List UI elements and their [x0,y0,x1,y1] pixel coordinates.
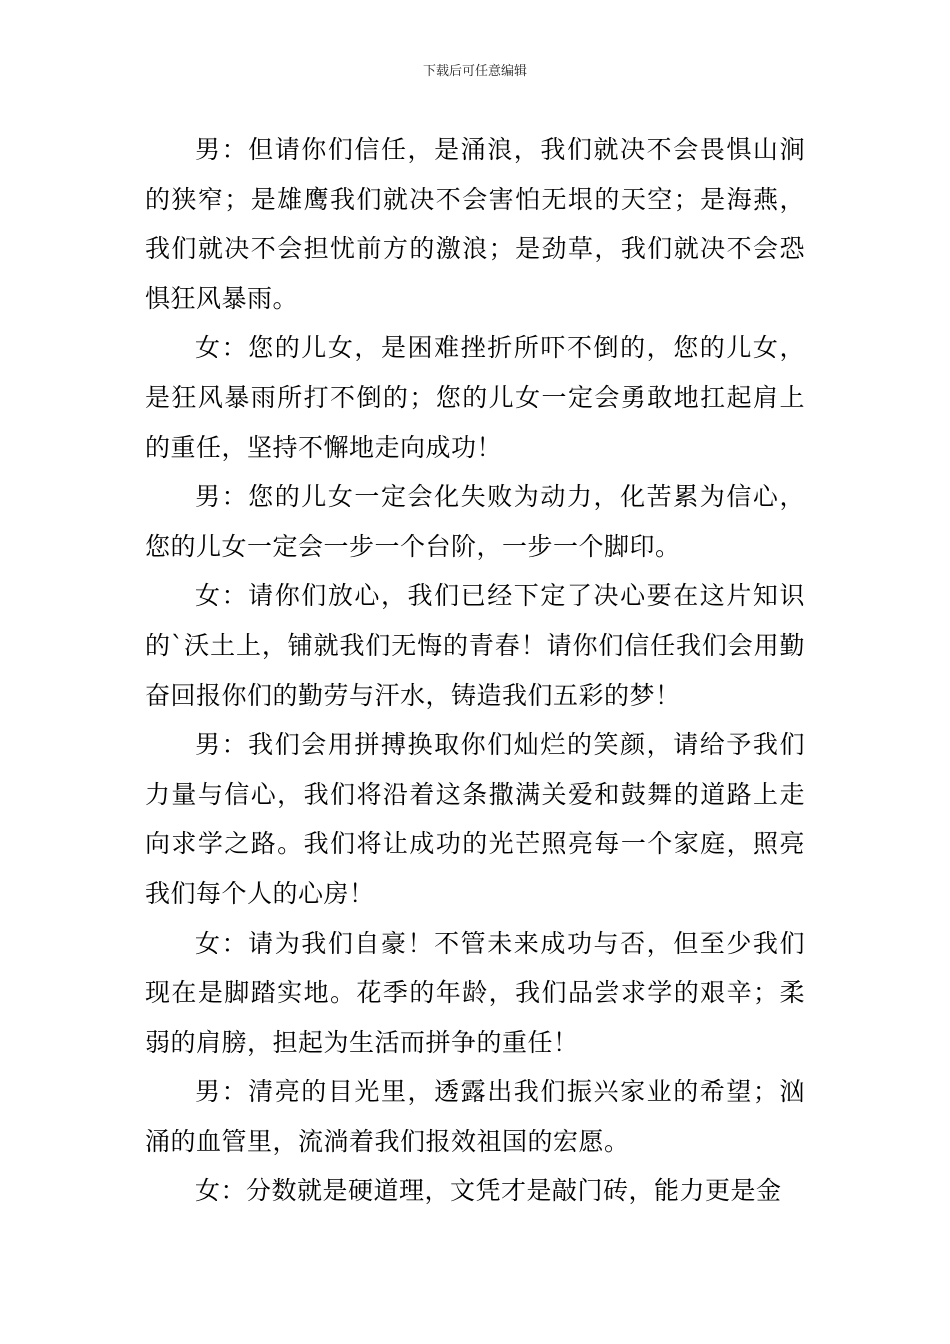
page-header: 下载后可任意编辑 [422,64,527,79]
paragraph: 女：请你们放心，我们已经下定了决心要在这片知识的`沃土上，铺就我们无悔的青春！请你们信任我们会用勤奋回报你们的勤劳与汗水，铸造我们五彩的梦！ [145,581,805,710]
paragraph: 女：请为我们自豪！不管未来成功与否，但至少我们现在是脚踏实地。花季的年龄，我们品尝求学的艰辛；柔弱的肩膀，担起为生活而拼争的重任！ [145,928,805,1057]
paragraph: 男：但请你们信任，是涌浪，我们就决不会畏惧山涧的狭窄；是雄鹰我们就决不会害怕无垠的天空；是海燕，我们就决不会担忧前方的激浪；是劲草，我们就决不会恐惧狂风暴雨。 [145,135,805,313]
paragraph: 女：您的儿女，是困难挫折所吓不倒的，您的儿女，是狂风暴雨所打不倒的；您的儿女一定会勇敢地扛起肩上的重任，坚持不懈地走向成功！ [145,333,805,462]
paragraph: 男：清亮的目光里，透露出我们振兴家业的希望；汹涌的血管里，流淌着我们报效祖国的宏愿。 [145,1077,805,1156]
paragraph: 女：分数就是硬道理，文凭才是敲门砖，能力更是金 [195,1176,782,1206]
paragraph: 男：我们会用拼搏换取你们灿烂的笑颜，请给予我们力量与信心，我们将沿着这条撒满关爱和鼓舞的道路上走向求学之路。我们将让成功的光芒照亮每一个家庭，照亮我们每个人的心房！ [145,730,805,908]
document-body [145,125,805,1216]
paragraph: 男：您的儿女一定会化失败为动力，化苦累为信心，您的儿女一定会一步一个台阶，一步一个脚印。 [145,482,805,561]
